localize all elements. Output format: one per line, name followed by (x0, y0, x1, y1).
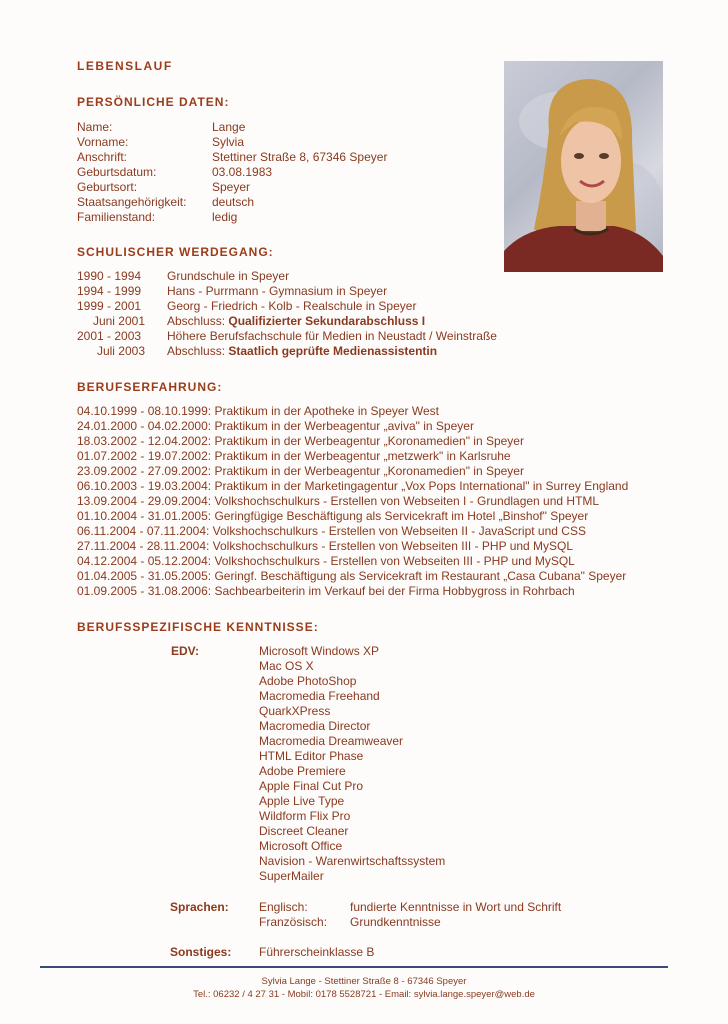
school-degree: Staatlich geprüfte Medienassistentin (228, 344, 438, 358)
personal-value: deutsch (212, 195, 255, 209)
personal-value: 03.08.1983 (212, 165, 273, 179)
personal-value: Lange (212, 120, 246, 134)
work-row: 27.11.2004 - 28.11.2004: Volkshochschulkurs - Erstellen von Webseiten III - PHP und MySQL (77, 539, 574, 553)
personal-key: Name: (77, 120, 113, 134)
edv-item: Adobe Premiere (259, 764, 346, 778)
personal-row (77, 180, 387, 195)
school-row (77, 299, 497, 314)
edv-item: Apple Final Cut Pro (259, 779, 364, 793)
personal-data (77, 120, 387, 225)
personal-row (77, 195, 387, 210)
school-desc: Georg - Friedrich - Kolb - Realschule in Speyer (167, 299, 417, 313)
school-row (77, 314, 497, 329)
work-row: 01.04.2005 - 31.05.2005: Geringf. Beschäftigung als Servicekraft im Restaurant „Casa Cubana" Speyer (77, 569, 627, 583)
portrait-photo (504, 61, 663, 272)
school-desc: Höhere Berufsfachschule für Medien in Neustadt / Weinstraße (167, 329, 497, 343)
footer (0, 975, 728, 1001)
language-row (259, 915, 561, 930)
personal-key: Familienstand: (77, 210, 156, 224)
personal-row (77, 165, 387, 180)
work-row: 01.09.2005 - 31.08.2006: Sachbearbeiterin im Verkauf bei der Firma Hobbygross in Rohrbach (77, 584, 575, 598)
school-period: 2001 - 2003 (77, 329, 142, 343)
school-period: Juli 2003 (96, 344, 145, 358)
personal-value: Stettiner Straße 8, 67346 Speyer (212, 150, 388, 164)
section-heading-work: BERUFSERFAHRUNG: (77, 380, 223, 394)
school-row (77, 269, 497, 284)
school-desc: Hans - Purrmann - Gymnasium in Speyer (167, 284, 388, 298)
personal-key: Geburtsort: (77, 180, 138, 194)
language-name: Englisch: (259, 900, 308, 914)
language-level: fundierte Kenntnisse in Wort und Schrift (350, 900, 562, 914)
school-row (77, 284, 497, 299)
edv-item: QuarkXPress (259, 704, 331, 718)
misc-value: Führerscheinklasse B (259, 945, 375, 959)
work-row: 06.10.2003 - 19.03.2004: Praktikum in der Marketingagentur „Vox Pops International" in Surrey England (77, 479, 629, 493)
school-period: 1994 - 1999 (77, 284, 142, 298)
misc-label: Sonstiges: (170, 945, 232, 959)
section-heading-school: SCHULISCHER WERDEGANG: (77, 245, 274, 259)
footer-contact: Tel.: 06232 / 4 27 31 - Mobil: 0178 5528721 - Email: sylvia.lange.speyer@web.de (193, 989, 535, 1000)
edv-item: Discreet Cleaner (259, 824, 349, 838)
personal-value: ledig (212, 210, 238, 224)
edv-item: Wildform Flix Pro (259, 809, 351, 823)
work-row: 24.01.2000 - 04.02.2000: Praktikum in der Werbeagentur „aviva" in Speyer (77, 419, 474, 433)
personal-key: Vorname: (77, 135, 129, 149)
edv-label: EDV: (171, 644, 200, 658)
portrait-illustration (504, 61, 663, 272)
footer-divider (40, 966, 668, 968)
work-row: 06.11.2004 - 07.11.2004: Volkshochschulkurs - Erstellen von Webseiten II - JavaScript und CSS (77, 524, 586, 538)
work-row: 04.10.1999 - 08.10.1999: Praktikum in der Apotheke in Speyer West (77, 404, 440, 418)
school-period: Juni 2001 (92, 314, 145, 328)
edv-item: Microsoft Windows XP (259, 644, 380, 658)
edv-item: Navision - Warenwirtschaftssystem (259, 854, 446, 868)
work-experience (77, 404, 628, 599)
work-row: 18.03.2002 - 12.04.2002: Praktikum in der Werbeagentur „Koronamedien" in Speyer (77, 434, 524, 448)
school-period: 1990 - 1994 (77, 269, 142, 283)
edv-item: Apple Live Type (259, 794, 345, 808)
school-desc: Grundschule in Speyer (167, 269, 290, 283)
personal-key: Anschrift: (77, 150, 128, 164)
languages-list (259, 900, 561, 930)
language-name: Französisch: (259, 915, 328, 929)
work-row: 13.09.2004 - 29.09.2004: Volkshochschulkurs - Erstellen von Webseiten I - Grundlagen und HTML (77, 494, 600, 508)
school-degree: Qualifizierter Sekundarabschluss I (228, 314, 426, 328)
language-row (259, 900, 561, 915)
work-row: 01.10.2004 - 31.01.2005: Geringfügige Beschäftigung als Servicekraft im Hotel „Binshof" Speyer (77, 509, 589, 523)
work-row: 23.09.2002 - 27.09.2002: Praktikum in der Werbeagentur „Koronamedien" in Speyer (77, 464, 524, 478)
work-row: 01.07.2002 - 19.07.2002: Praktikum in der Werbeagentur „metzwerk" in Karlsruhe (77, 449, 511, 463)
personal-row (77, 210, 387, 225)
edv-list (259, 644, 445, 884)
school-desc-prefix: Abschluss: (167, 344, 226, 358)
edv-item: SuperMailer (259, 869, 324, 883)
language-level: Grundkenntnisse (350, 915, 441, 929)
personal-row (77, 120, 387, 135)
edv-item: Microsoft Office (259, 839, 343, 853)
edv-item: Macromedia Dreamweaver (259, 734, 404, 748)
edv-item: Adobe PhotoShop (259, 674, 357, 688)
work-row: 04.12.2004 - 05.12.2004: Volkshochschulkurs - Erstellen von Webseiten III - PHP und MySQL (77, 554, 575, 568)
personal-key: Geburtsdatum: (77, 165, 157, 179)
footer-address: Sylvia Lange - Stettiner Straße 8 - 67346 Speyer (261, 976, 467, 987)
section-heading-skills: BERUFSSPEZIFISCHE KENNTNISSE: (77, 620, 319, 634)
section-heading-personal: PERSÖNLICHE DATEN: (77, 95, 230, 109)
edv-item: Mac OS X (259, 659, 314, 673)
document-title: LEBENSLAUF (77, 59, 173, 73)
school-history (77, 269, 497, 359)
school-period: 1999 - 2001 (77, 299, 142, 313)
edv-item: Macromedia Director (259, 719, 371, 733)
personal-key: Staatsangehörigkeit: (77, 195, 187, 209)
personal-value: Sylvia (212, 135, 245, 149)
edv-item: HTML Editor Phase (259, 749, 364, 763)
school-row (77, 329, 497, 344)
school-desc-prefix: Abschluss: (167, 314, 226, 328)
personal-row (77, 135, 387, 150)
languages-label: Sprachen: (170, 900, 229, 914)
edv-item: Macromedia Freehand (259, 689, 380, 703)
personal-row (77, 150, 387, 165)
personal-value: Speyer (212, 180, 251, 194)
school-row (77, 344, 497, 359)
